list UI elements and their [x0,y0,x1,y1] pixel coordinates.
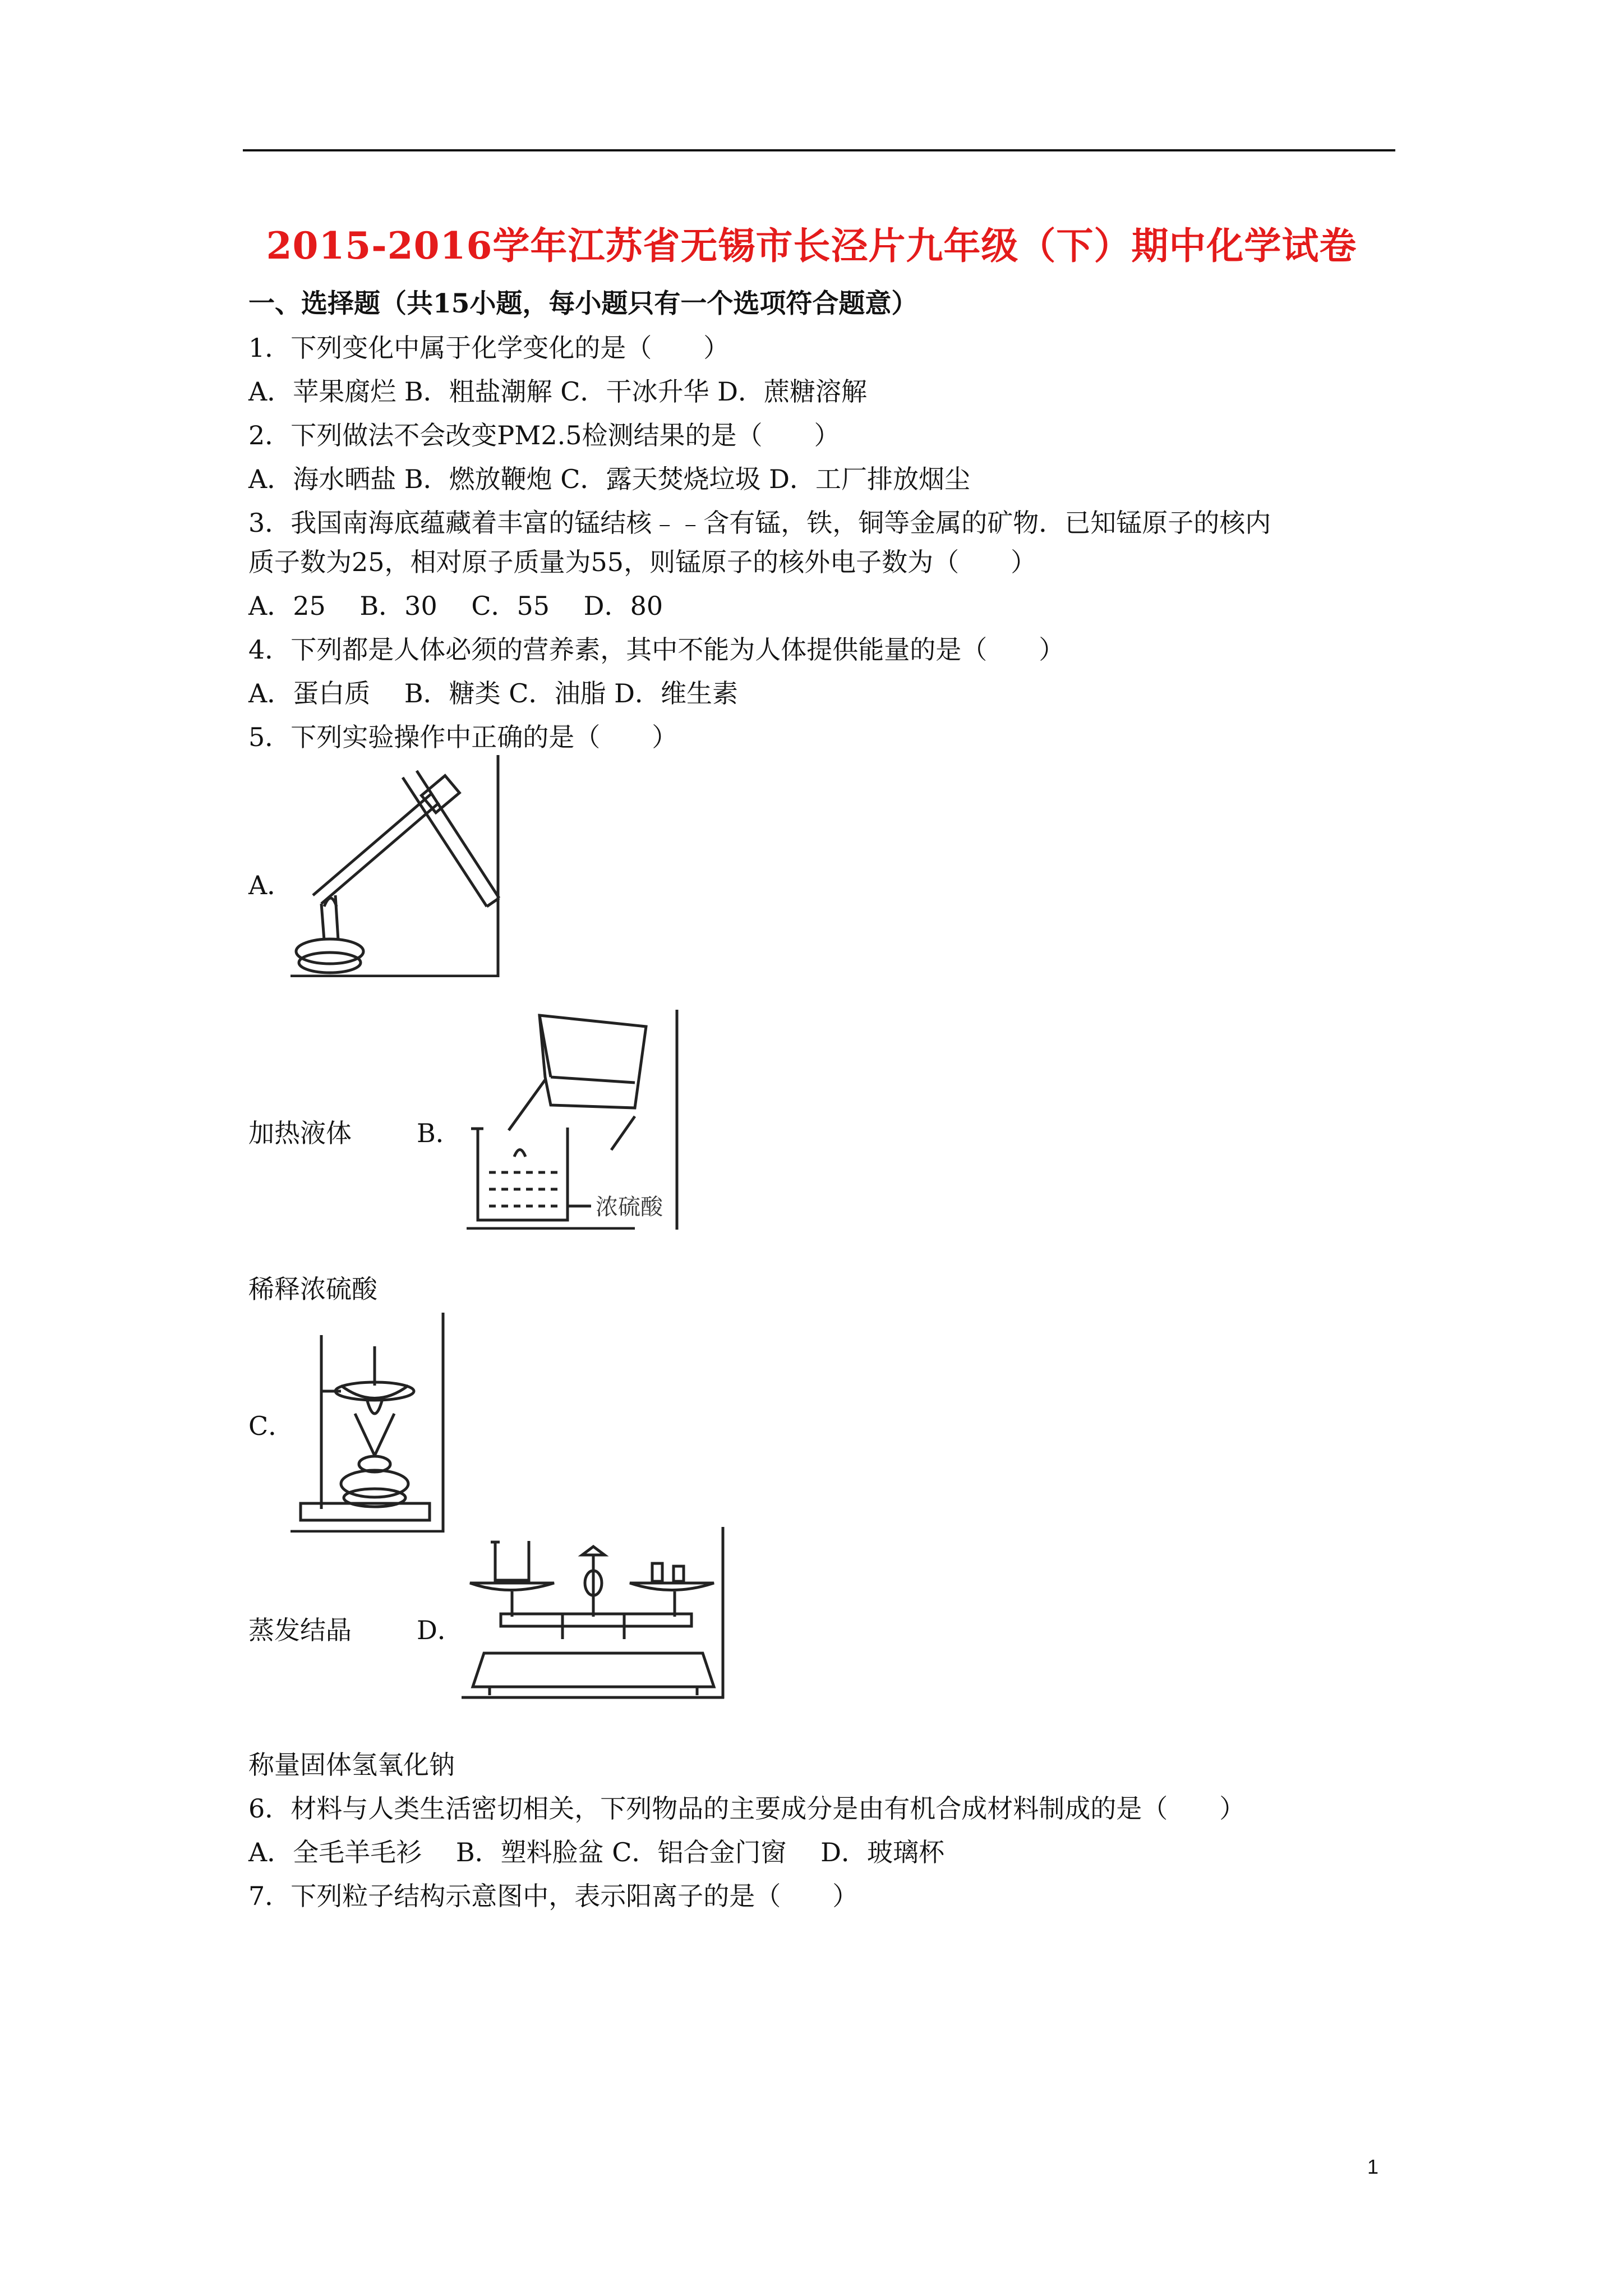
figure-evaporation [291,1313,445,1533]
question-3-stem-line2: 质子数为25，相对原子质量为55，则锰原子的核外电子数为（ ） [248,547,1037,577]
question-6-options: A．全毛羊毛衫 B．塑料脸盆 C．铝合金门窗 D．玻璃杯 [248,1837,944,1867]
question-1-options: A．苹果腐烂 B．粗盐潮解 C．干冰升华 D．蔗糖溶解 [248,376,867,407]
option-d-label: D． [417,1615,463,1645]
option-b-label: B． [417,1118,462,1148]
question-5-stem: 5．下列实验操作中正确的是（ ） [248,722,678,752]
option-c-label: C． [248,1411,294,1441]
figure-dilute-acid [467,1010,680,1230]
question-6-stem: 6．材料与人类生活密切相关，下列物品的主要成分是由有机合成材料制成的是（ ） [248,1793,1246,1824]
page-number: 1 [1367,2155,1379,2178]
question-3-stem-line1: 3．我国南海底蕴藏着丰富的锰结核﹣﹣含有锰，铁，铜等金属的矿物．已知锰原子的核内 [248,508,1271,538]
question-2-stem: 2．下列做法不会改变PM2.5检测结果的是（ ） [248,420,840,450]
option-a-label: A． [248,870,293,900]
figure-balance [462,1527,725,1701]
question-7-stem: 7．下列粒子结构示意图中，表示阳离子的是（ ） [248,1881,859,1911]
option-a-caption: 加热液体 [248,1118,352,1148]
figure-b-acid-label: 浓硫酸 [596,1194,663,1220]
question-4-options: A．蛋白质 B．糖类 C．油脂 D．维生素 [248,678,738,708]
option-c-caption: 蒸发结晶 [248,1615,352,1645]
question-4-stem: 4．下列都是人体必须的营养素，其中不能为人体提供能量的是（ ） [248,634,1065,665]
question-2-options: A．海水晒盐 B．燃放鞭炮 C．露天焚烧垃圾 D．工厂排放烟尘 [248,464,970,494]
page-title: 2015-2016学年江苏省无锡市长泾片九年级（下）期中化学试卷 [266,224,1357,268]
option-b-caption: 稀释浓硫酸 [248,1274,377,1304]
option-d-caption: 称量固体氢氧化钠 [248,1750,455,1780]
question-1-stem: 1．下列变化中属于化学变化的是（ ） [248,333,730,363]
header-rule [243,149,1395,151]
figure-heating-liquid [291,755,501,977]
section-heading: 一、选择题（共15小题，每小题只有一个选项符合题意） [248,288,918,319]
question-3-options: A．25 B．30 C．55 D．80 [248,591,663,621]
